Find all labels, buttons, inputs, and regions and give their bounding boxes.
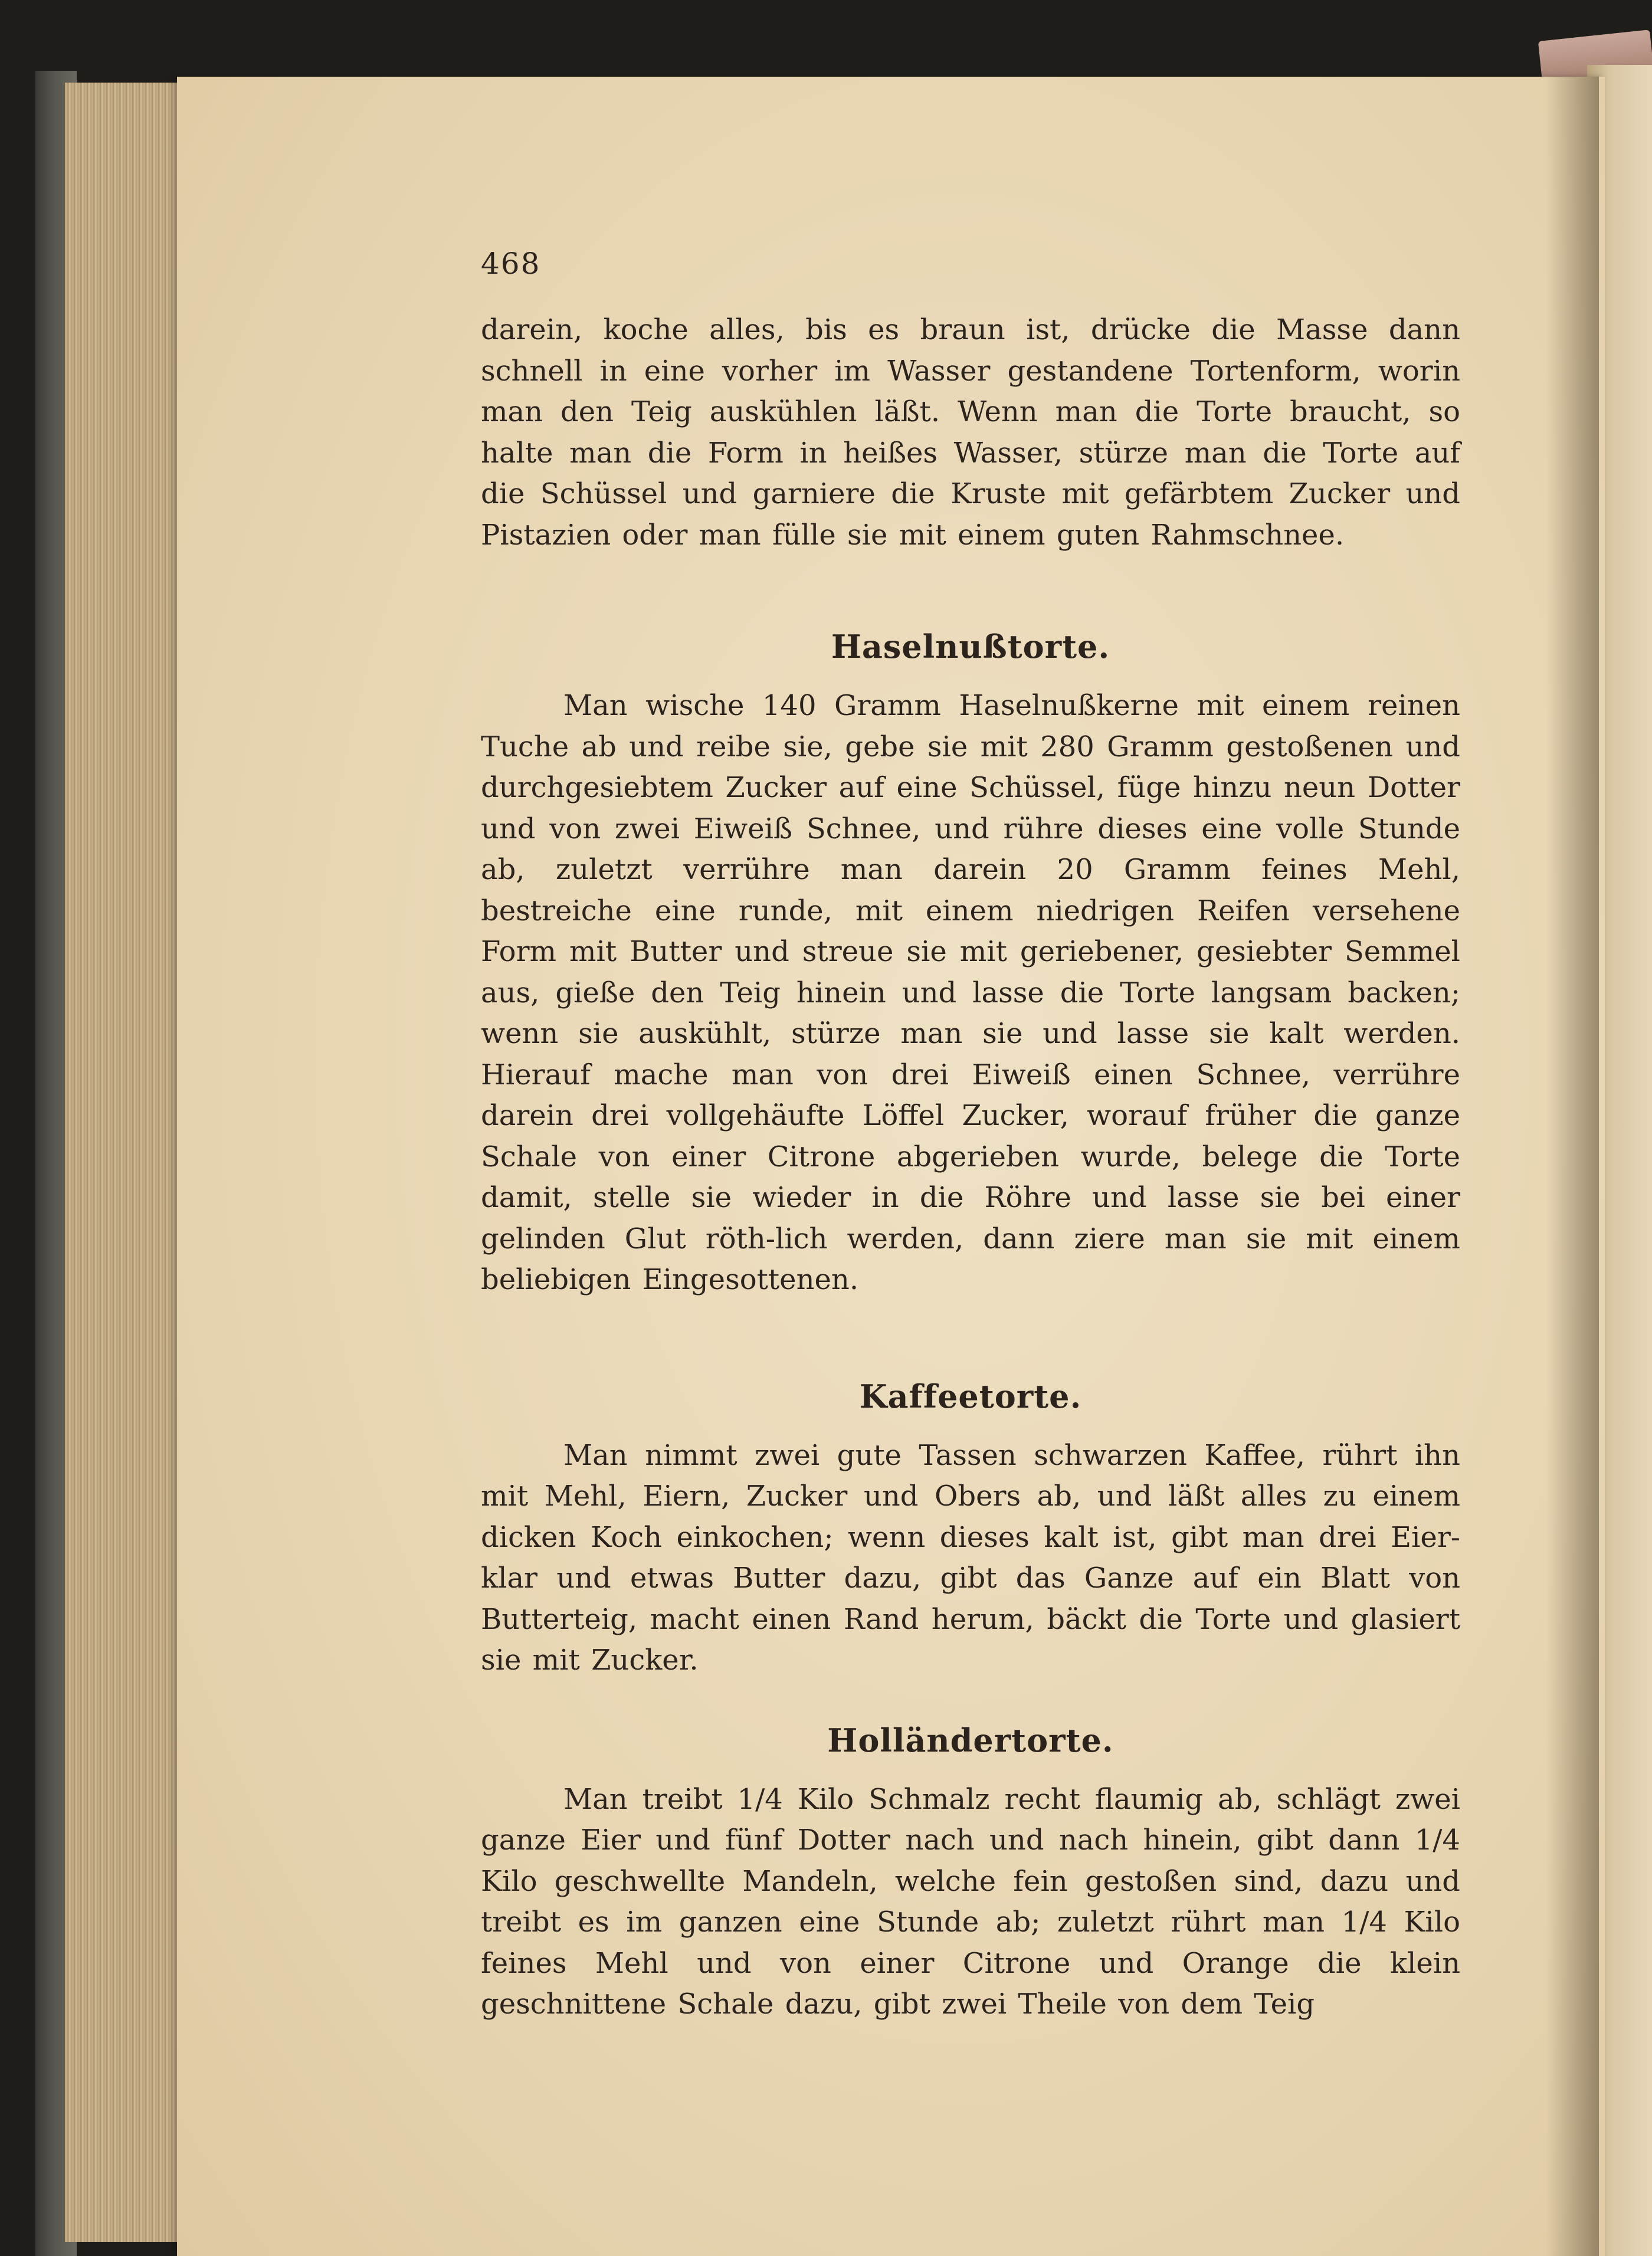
section-heading: Holländertorte. (827, 1721, 1114, 1759)
section-paragraph: Man wische 140 Gramm Haselnußkerne mit einem reinen Tuche ab und reibe sie, gebe sie mit 280 Gramm gestoßenen und durchgesiebtem Zucker auf eine Schüssel, füge hinzu neun Dotter und von zwei Eiweiß Schnee, und rühre dieses eine volle Stunde ab, zuletzt verrühre man darein 20 Gramm feines Mehl, bestreiche eine runde, mit einem niedrigen Reifen versehene Form mit Butter und streue sie mit geriebener, gesiebter Semmel aus, gieße den Teig hinein und lasse die Torte langsam backen; wenn sie auskühlt, stürze man sie und lasse sie kalt werden. Hierauf mache man von drei Eiweiß einen Schnee, verrühre darein drei vollgehäufte Löffel Zucker, worauf früher die ganze Schale von einer Citrone abgerieben wurde, belege die Torte damit, stelle sie wieder in die Röhre und lasse sie bei einer gelinden Glut röth-lich werden, dann ziere man sie mit einem beliebigen Eingesottenen. (481, 689, 1460, 1296)
gutter-shadow (1546, 77, 1599, 2256)
page-text (481, 310, 1460, 2025)
section-paragraph: Man treibt 1/4 Kilo Schmalz recht flaumig ab, schlägt zwei ganze Eier und fünf Dotter nach und nach hinein, gibt dann 1/4 Kilo geschwellte Mandeln, welche fein gestoßen sind, dazu und treibt es im ganzen eine Stunde ab; zuletzt rührt man 1/4 Kilo feines Mehl und von einer Citrone und Orange die klein geschnittene Schale dazu, gibt zwei Theile von dem Teig (481, 1782, 1460, 2021)
page-stack-edges (65, 83, 189, 2242)
page-number: 468 (481, 247, 541, 281)
section-paragraph: Man nimmt zwei gute Tassen schwarzen Kaffee, rührt ihn mit Mehl, Eiern, Zucker und Obers ab, und läßt alles zu einem dicken Koch einkochen; wenn dieses kalt ist, gibt man drei Eier-klar und etwas Butter dazu, gibt das Ganze auf ein Blatt von Butterteig, macht einen Rand herum, bäckt die Torte und glasiert sie mit Zucker. (481, 1438, 1460, 1677)
section-heading: Haselnußtorte. (831, 628, 1110, 665)
section-heading: Kaffeetorte. (859, 1377, 1082, 1415)
intro-paragraph: darein, koche alles, bis es braun ist, drücke die Masse dann schnell in eine vorher im Wasser gestandene Tortenform, worin man den Teig auskühlen läßt. Wenn man die Torte braucht, so halte man die Form in heißes Wasser, stürze man die Torte auf die Schüssel und garniere die Kruste mit gefärbtem Zucker und Pistazien oder man fülle sie mit einem guten Rahmschnee. (481, 313, 1460, 552)
